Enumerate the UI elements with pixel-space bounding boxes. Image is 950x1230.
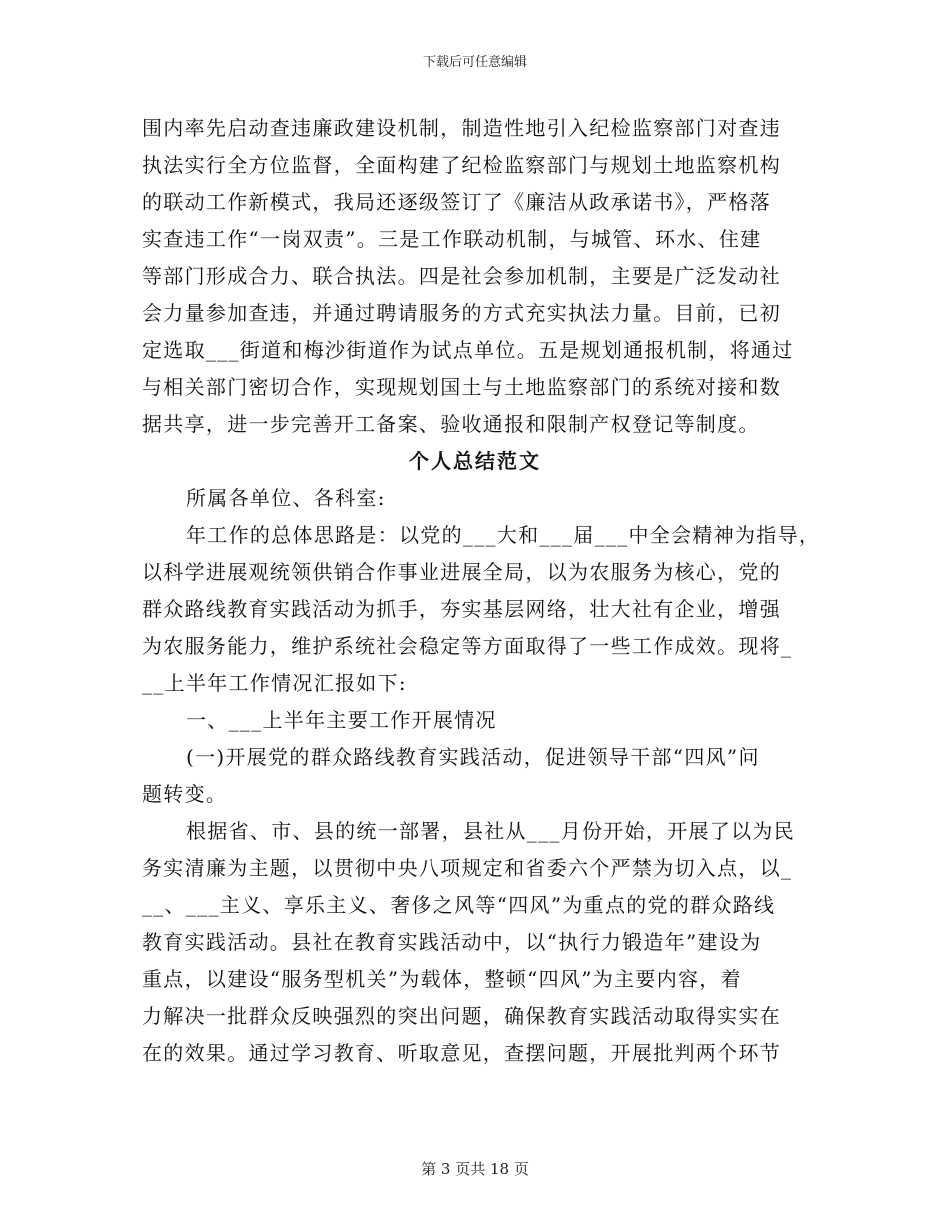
paragraph-line: __、___主义、享乐主义、奢侈之风等“四风”为重点的党的群众路线 <box>142 893 776 917</box>
paragraph-line: 一、___上半年主要工作开展情况 <box>186 708 497 732</box>
paragraph-line: 与相关部门密切合作，实现规划国土与土地监察部门的系统对接和数 <box>142 375 781 399</box>
page-footer: 第 3 页共 18 页 <box>421 1160 529 1178</box>
paragraph-line: 实查违工作“一岗双责”。三是工作联动机制，与城管、环水、住建 <box>142 227 762 251</box>
page-header: 下载后可任意编辑 <box>422 55 527 70</box>
paragraph-line: 根据省、市、县的统一部署，县社从___月份开始，开展了以为民 <box>186 819 795 843</box>
paragraph-line: 在的效果。通过学习教育、听取意见，查摆问题，开展批判两个环节 <box>142 1041 781 1065</box>
paragraph-line: 教育实践活动。县社在教育实践活动中，以“执行力锻造年”建设为 <box>142 930 762 954</box>
paragraph-line: 年工作的总体思路是：以党的___大和___届___中全会精神为指导， <box>186 523 821 547</box>
paragraph-line: 围内率先启动查违廉政建设机制，制造性地引入纪检监察部门对查违 <box>142 116 781 140</box>
paragraph-line: 群众路线教育实践活动为抓手，夯实基层网络，壮大社有企业，增强 <box>142 597 781 621</box>
paragraph-line: 等部门形成合力、联合执法。四是社会参加机制，主要是广泛发动社 <box>142 264 781 288</box>
paragraph-line: 定选取___街道和梅沙街道作为试点单位。五是规划通报机制，将通过 <box>142 338 794 362</box>
paragraph-line: 会力量参加查违，并通过聘请服务的方式充实执法力量。目前，已初 <box>142 301 781 325</box>
paragraph-line: 所属各单位、各科室: <box>186 486 386 510</box>
section-title: 个人总结范文 <box>409 449 541 473</box>
paragraph-line: (一)开展党的群众路线教育实践活动，促进领导干部“四风”问 <box>186 745 760 769</box>
paragraph-line: 题转变。 <box>142 782 228 806</box>
paragraph-line: 据共享，进一步完善开工备案、验收通报和限制产权登记等制度。 <box>142 412 760 436</box>
paragraph-line: 以科学进展观统领供销合作事业进展全局，以为农服务为核心，党的 <box>142 560 781 584</box>
paragraph-line: 为农服务能力，维护系统社会稳定等方面取得了一些工作成效。现将_ <box>142 634 793 658</box>
paragraph-line: 的联动工作新模式，我局还逐级签订了《廉洁从政承诺书》，严格落 <box>142 190 771 214</box>
paragraph-line: __上半年工作情况汇报如下: <box>142 671 407 695</box>
paragraph-line: 力解决一批群众反映强烈的突出问题，确保教育实践活动取得实实在 <box>142 1004 781 1028</box>
paragraph-line: 执法实行全方位监督，全面构建了纪检监察部门与规划土地监察机构 <box>142 153 781 177</box>
paragraph-line: 重点，以建设“服务型机关”为载体，整顿“四风”为主要内容，着 <box>142 967 742 991</box>
paragraph-line: 务实清廉为主题，以贯彻中央八项规定和省委六个严禁为切入点，以_ <box>142 856 793 880</box>
